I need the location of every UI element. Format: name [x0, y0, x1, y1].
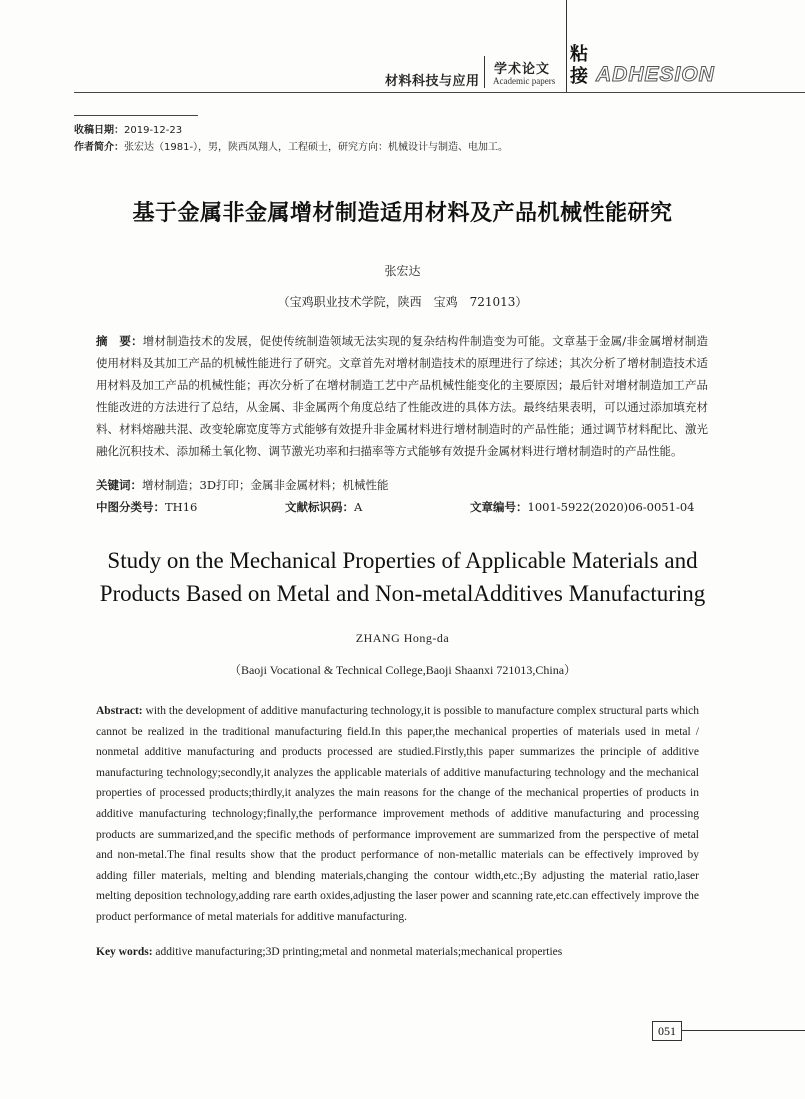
doc-code-value: A	[354, 500, 363, 514]
paper-title-cn: 基于金属非金属增材制造适用材料及产品机械性能研究	[132, 201, 673, 226]
abstract-cn	[96, 330, 708, 462]
received-date	[74, 121, 182, 136]
journal-brand-cn: 粘接	[570, 44, 588, 87]
doc-code-label: 文献标识码：	[285, 500, 354, 514]
keywords-en-label: Key words:	[96, 946, 153, 958]
author-bio-text: 张宏达（1981-），男，陕西凤翔人，工程硕士，研究方向：机械设计与制造、电加工。	[124, 142, 509, 153]
keywords-cn-text: 增材制造；3D打印；金属非金属材料；机械性能	[142, 478, 389, 492]
journal-brand-en: ADHESION	[596, 63, 715, 86]
page-number: 051	[652, 1021, 682, 1041]
paper-title-en-line2: Products Based on Metal and Non-metalAdditives Manufacturing	[99, 581, 706, 606]
section-category: 学术论文	[494, 62, 551, 77]
abstract-en	[96, 701, 699, 928]
abstract-cn-label: 摘 要：	[96, 334, 143, 348]
article-number-value: 1001-5922(2020)06-0051-04	[527, 500, 695, 514]
keywords-cn	[96, 477, 708, 493]
header-rule	[74, 92, 805, 93]
abstract-cn-text: 增材制造技术的发展，促使传统制造领域无法实现的复杂结构件制造变为可能。文章基于金属/非金属增材制造使用材料及其加工产品的机械性能进行了研究。文章首先对增材制造技术的原理进行了综述；其次分析了增材制造技术适用材料及加工产品的机械性能；再次分析了在增材制造工艺中产品机械性能变化的主要原因；最后针对增材制造加工产品性能改进的方法进行了总结，从金属、非金属两个角度总结了性能改进的具体方法。最终结果表明，可以通过添加填充材料、材料熔融共混、改变轮廓宽度等方式能够有效提升非金属材料进行增材制造时的产品性能；通过调节材料配比、激光融化沉积技术、添加稀土氧化物、调节激光功率和扫描率等方式能够有效提升金属材料进行增材制造时的产品性能。	[96, 334, 708, 458]
article-number-label: 文章编号：	[470, 500, 528, 514]
page-number-rule	[681, 1030, 805, 1031]
section-category-en: Academic papers	[493, 76, 556, 86]
affiliation-cn: （宝鸡职业技术学院，陕西 宝鸡 721013）	[277, 295, 528, 309]
author-bio-label: 作者简介：	[74, 142, 124, 153]
paper-title-en-line1: Study on the Mechanical Properties of Applicable Materials and	[107, 548, 698, 573]
abstract-en-label: Abstract:	[96, 705, 143, 717]
author-name-en: ZHANG Hong-da	[355, 631, 450, 645]
clc-label: 中图分类号：	[96, 500, 165, 514]
clc-value: TH16	[165, 500, 198, 514]
header-divider	[484, 56, 485, 88]
keywords-en-text: additive manufacturing;3D printing;metal and nonmetal materials;mechanical properties	[152, 946, 563, 958]
keywords-en	[96, 946, 699, 958]
header-divider-right	[566, 0, 567, 92]
abstract-en-text: with the development of additive manufacturing technology,it is possible to manufacture complex structural parts which cannot be realized in the traditional manufacturing field.In this paper,the mechanical properties of materials used in metal / nonmetal additive manufacturing and products processed are studied.Firstly,this paper summarizes the principle of additive manufacturing technology;secondly,it analyzes the applicable materials of additive manufacturing technology and the mechanical properties of processed products;thirdly,it analyzes the main reasons for the change of the mechanical properties of products in additive manufacturing technology;finally,the performance improvement methods of additive manufacturing and processing products are summarized,and the specific methods of performance improvement are summarized from the perspective of metal and non-metal.The final results show that the product performance of non-metallic materials can be effectively improved by adding filler materials, melting and blending materials,changing the contour width,etc.;By adjusting the material ratio,laser melting deposition technology,adding rare earth oxides,adjusting the laser power and scanning rate,etc.can effectively improve the product performance of metal materials for additive manufacturing.	[96, 705, 699, 923]
affiliation-en: （Baoji Vocational & Technical College,Baoji Shaanxi 721013,China）	[228, 663, 577, 677]
received-label: 收稿日期：	[74, 125, 124, 136]
clc-number	[96, 499, 197, 515]
author-bio	[74, 138, 508, 153]
paper-title-en	[0, 544, 805, 610]
keywords-cn-label: 关键词：	[96, 478, 142, 492]
received-value: 2019-12-23	[124, 125, 183, 136]
author-name-cn: 张宏达	[384, 264, 421, 278]
document-code	[285, 499, 362, 515]
journal-name: 材料科技与应用	[385, 74, 480, 89]
article-number	[470, 499, 694, 515]
footnote-rule	[74, 115, 198, 116]
